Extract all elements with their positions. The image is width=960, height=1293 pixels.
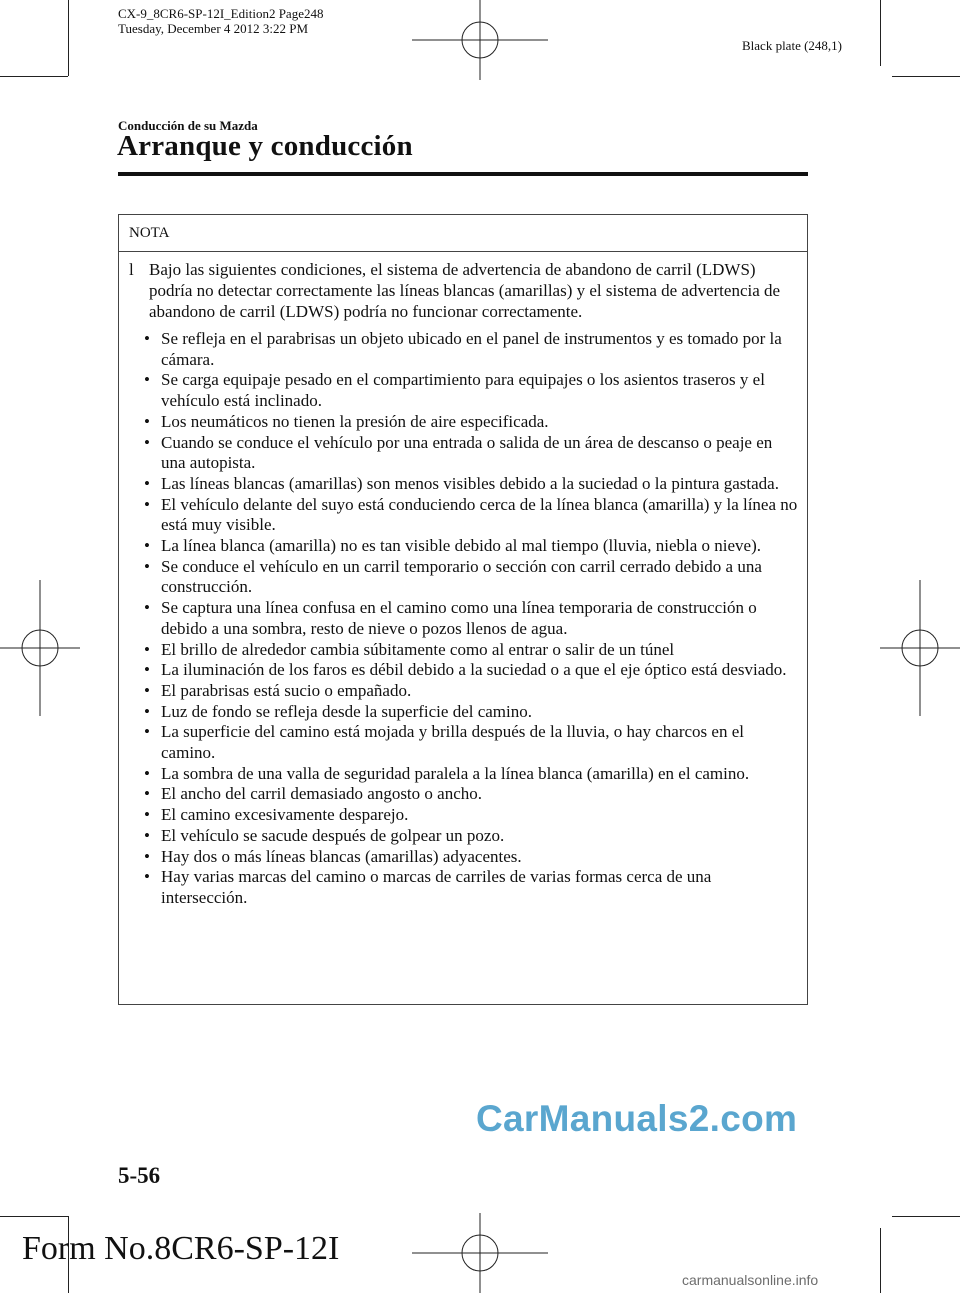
list-item-text: Se refleja en el parabrisas un objeto ubicado en el panel de instrumentos y es tomado por la cámara. bbox=[161, 329, 782, 369]
bullet-icon: • bbox=[144, 722, 150, 742]
list-item-text: La iluminación de los faros es débil debido a la suciedad o a que el eje óptico está desviado. bbox=[161, 660, 787, 680]
list-item-text: El vehículo se sacude después de golpear un pozo. bbox=[161, 825, 505, 845]
bullet-icon: • bbox=[144, 784, 150, 804]
bullet-icon: • bbox=[144, 494, 150, 514]
list-item bbox=[119, 474, 799, 495]
bullet-icon: • bbox=[144, 536, 150, 556]
plate-label: Black plate (248,1) bbox=[742, 38, 842, 53]
list-item-text: Se carga equipaje pesado en el compartimiento para equipajes o los asientos traseros y el vehículo está inclinado. bbox=[161, 370, 765, 411]
bullet-icon: • bbox=[144, 660, 150, 680]
list-item bbox=[119, 329, 799, 370]
bullet-icon: • bbox=[144, 370, 150, 390]
list-item bbox=[119, 826, 799, 847]
list-item bbox=[119, 433, 799, 474]
bullet-icon: • bbox=[144, 556, 150, 576]
bullet-icon: • bbox=[144, 411, 150, 431]
list-item bbox=[119, 722, 799, 763]
registration-mark-bottom bbox=[412, 1213, 548, 1293]
note-intro bbox=[129, 259, 797, 322]
list-item-text: El ancho del carril demasiado angosto o ancho. bbox=[161, 784, 482, 804]
note-title: NOTA bbox=[129, 225, 170, 241]
title-rule bbox=[118, 172, 808, 176]
list-item-text: Cuando se conduce el vehículo por una entrada o salida de un área de descanso o peaje en una autopista. bbox=[161, 432, 773, 473]
registration-mark-right bbox=[880, 580, 960, 716]
list-item bbox=[119, 557, 799, 598]
list-item bbox=[119, 536, 799, 557]
list-item-text: El parabrisas está sucio o empañado. bbox=[161, 680, 412, 700]
file-info bbox=[118, 6, 323, 36]
file-info-line2: Tuesday, December 4 2012 3:22 PM bbox=[118, 21, 309, 36]
site-watermark: CarManuals2.com bbox=[476, 1098, 798, 1139]
note-header bbox=[119, 215, 807, 252]
section-label: Conducción de su Mazda bbox=[118, 118, 258, 133]
list-item-text: Hay varias marcas del camino o marcas de carriles de varias formas cerca de una intersección. bbox=[161, 867, 712, 907]
file-info-line1: CX-9_8CR6-SP-12I_Edition2 Page248 bbox=[118, 6, 324, 21]
registration-mark-top bbox=[412, 0, 548, 80]
list-item bbox=[119, 702, 799, 723]
list-item bbox=[119, 660, 799, 681]
bullet-icon: • bbox=[144, 639, 150, 659]
list-item-text: El vehículo delante del suyo está conduciendo cerca de la línea blanca (amarilla) y la línea no está muy visible. bbox=[161, 494, 798, 535]
form-number: Form No.8CR6-SP-12I bbox=[22, 1230, 340, 1267]
list-item-text: Hay dos o más líneas blancas (amarillas) adyacentes. bbox=[161, 846, 522, 866]
list-item bbox=[119, 640, 799, 661]
list-item bbox=[119, 412, 799, 433]
list-item-text: Se conduce el vehículo en un carril temporario o sección con carril cerrado debido a una construcción. bbox=[161, 556, 762, 597]
bullet-icon: • bbox=[144, 473, 150, 493]
registration-mark-left bbox=[0, 580, 80, 716]
list-item bbox=[119, 764, 799, 785]
bullet-icon: • bbox=[144, 329, 150, 348]
list-item-text: La sombra de una valla de seguridad paralela a la línea blanca (amarilla) en el camino. bbox=[161, 763, 750, 783]
list-item bbox=[119, 784, 799, 805]
list-item bbox=[119, 495, 799, 536]
bullet-icon: • bbox=[144, 867, 150, 887]
url-watermark: carmanualsonline.info bbox=[682, 1272, 819, 1288]
bullet-icon: • bbox=[144, 432, 150, 452]
list-item bbox=[119, 805, 799, 826]
list-item-text: Las líneas blancas (amarillas) son menos visibles debido a la suciedad o la pintura gastada. bbox=[161, 473, 779, 493]
bullet-icon: • bbox=[144, 680, 150, 700]
page-number: 5-56 bbox=[118, 1163, 161, 1188]
bullet-icon: l bbox=[129, 260, 134, 279]
list-item bbox=[119, 867, 799, 908]
bullet-icon: • bbox=[144, 701, 150, 721]
list-item bbox=[119, 370, 799, 411]
list-item-text: Los neumáticos no tienen la presión de aire especificada. bbox=[161, 411, 549, 431]
bullet-icon: • bbox=[144, 598, 150, 618]
list-item bbox=[119, 847, 799, 868]
page-title: Arranque y conducción bbox=[117, 130, 413, 162]
bullet-icon: • bbox=[144, 825, 150, 845]
list-item-text: Luz de fondo se refleja desde la superficie del camino. bbox=[161, 701, 533, 721]
note-intro-text: Bajo las siguientes condiciones, el sistema de advertencia de abandono de carril (LDWS) podría no detectar correctamente las líneas blancas (amarillas) y el sistema de advertencia de abandono de carril (LDWS) podría no funcionar correctamente. bbox=[149, 260, 781, 321]
note-box bbox=[118, 214, 808, 1005]
list-item bbox=[119, 681, 799, 702]
bullet-icon: • bbox=[144, 763, 150, 783]
list-item-text: El camino excesivamente desparejo. bbox=[161, 805, 409, 825]
list-item bbox=[119, 598, 799, 639]
list-item-text: La línea blanca (amarilla) no es tan visible debido al mal tiempo (lluvia, niebla o nieve). bbox=[161, 536, 761, 556]
bullet-icon: • bbox=[144, 805, 150, 825]
condition-list bbox=[119, 329, 799, 909]
list-item-text: El brillo de alrededor cambia súbitamente como al entrar o salir de un túnel bbox=[161, 639, 675, 659]
list-item-text: Se captura una línea confusa en el camino como una línea temporaria de construcción o debido a una sombra, resto de nieve o pozos llenos de agua. bbox=[161, 598, 757, 638]
bullet-icon: • bbox=[144, 846, 150, 866]
list-item-text: La superficie del camino está mojada y brilla después de la lluvia, o hay charcos en el camino. bbox=[161, 722, 744, 763]
